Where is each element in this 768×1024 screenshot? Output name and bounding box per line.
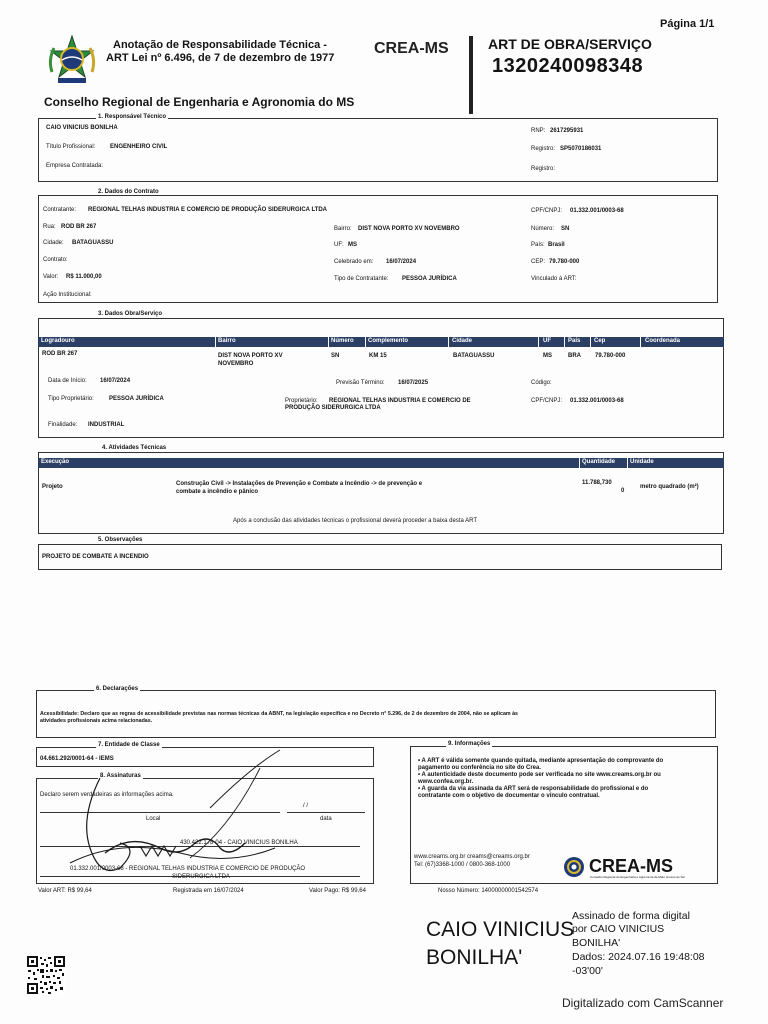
col-cep: Cep: [594, 338, 606, 344]
bairro-label: Bairro:: [334, 226, 352, 232]
declaracao-line1: Acessibilidade: Declaro que as regras de acessibilidade previstas nas normas técnicas da ABNT, na legislação específica e no Decreto n° 5.296, de 2 de dezembro de 2004, não se aplicam às: [40, 711, 518, 717]
art-number: 1320240098348: [492, 55, 644, 77]
handwritten-signature-icon: [60, 748, 290, 888]
atividade-quantidade: 11.788,730: [582, 480, 612, 486]
celebrado-label: Celebrado em:: [334, 259, 374, 265]
crea-ms-logo-subtitle: Conselho Regional de Engenharia e Agronomia de Mato Grosso do Sul: [590, 875, 685, 879]
contact-phone: Tel: (67)3368-1000 / 0800-368-1000: [414, 862, 511, 868]
data-label: data: [320, 816, 332, 822]
proprietario-line2: PRODUÇÃO SIDERURGICA LTDA: [285, 405, 381, 411]
col-execucao: Execução: [41, 459, 70, 465]
previsao-value: 16/07/2025: [398, 380, 429, 386]
footer-valor-pago: Valor Pago: R$ 99,64: [309, 888, 366, 894]
cidade-label: Cidade:: [43, 240, 64, 246]
atividade-quantidade-decimal: 0: [621, 488, 625, 494]
vinculado-label: Vinculado à ART:: [531, 276, 577, 282]
art-type: ART DE OBRA/SERVIÇO: [488, 36, 652, 52]
digital-sig-line4: Dados: 2024.07.16 19:48:08: [572, 951, 705, 963]
tipo-proprietario-label: Tipo Proprietário:: [48, 396, 94, 402]
declaro-text: Declaro serem verdadeiras as informações acima.: [40, 792, 174, 798]
section-9-title: 9. Informações: [448, 741, 491, 747]
section-4-title: 4. Atividades Técnicas: [102, 445, 167, 451]
col-logradouro: Logradouro: [41, 338, 75, 344]
date-slashes: / /: [303, 803, 309, 809]
obra-cpf-label: CPF/CNPJ:: [531, 398, 563, 404]
qr-code-icon: [26, 955, 66, 995]
cep-label: CEP:: [531, 259, 546, 265]
annotation-title-line2: ART Lei nº 6.496, de 7 de dezembro de 1977: [106, 52, 335, 64]
codigo-label: Código:: [531, 380, 552, 386]
obra-logradouro: ROD BR 267: [42, 351, 78, 357]
rua-label: Rua:: [43, 224, 56, 230]
uf-value: MS: [348, 242, 357, 248]
info-line3: • A autenticidade deste documento pode ser verificada no site www.creams.org.br ou: [418, 772, 661, 778]
inicio-label: Data de Início:: [48, 378, 87, 384]
col-pais: País: [568, 338, 581, 344]
section-1-title: 1. Responsável Técnico: [98, 114, 167, 120]
page-number: Página 1/1: [660, 18, 715, 30]
valor-value: R$ 11.000,00: [66, 274, 102, 280]
finalidade-label: Finalidade:: [48, 422, 78, 428]
obra-complemento: KM 15: [369, 353, 387, 359]
finalidade-value: INDUSTRIAL: [88, 422, 125, 428]
contractor-signer-line2: SIDERURGICA LTDA: [172, 874, 230, 880]
registro2-label: Registro:: [531, 166, 556, 172]
professional-signer: 430.422.178-04 - CAIO VINICIUS BONILHA: [180, 840, 298, 846]
crea-ms-header-label: CREA-MS: [374, 40, 449, 57]
digital-sig-line3: BONILHA': [572, 937, 621, 949]
titulo-label: Título Profissional:: [46, 144, 96, 150]
digital-sig-line2: por CAIO VINICIUS: [572, 923, 665, 935]
observacao-text: PROJETO DE COMBATE A INCENDIO: [42, 554, 149, 560]
footer-nosso-numero: Nosso Número: 14000000001542574: [438, 888, 539, 894]
footer-valor-art: Valor ART: R$ 99,64: [38, 888, 92, 894]
col-bairro: Bairro: [218, 338, 236, 344]
entidade-value: 04.661.292/0001-64 - IEMS: [40, 756, 114, 762]
digital-signer-name-line1: CAIO VINICIUS: [426, 918, 575, 941]
bairro-value: DIST NOVA PORTO XV NOVEMBRO: [358, 226, 460, 232]
col-uf: UF: [543, 338, 551, 344]
rnp-label: RNP:: [531, 128, 546, 134]
atividade-desc-line2: combate a incêndio e pânico: [176, 489, 259, 495]
crea-ms-logo-text: CREA-MS: [589, 856, 673, 876]
pais-label: País:: [531, 242, 545, 248]
section-dados-obra: [38, 318, 724, 438]
atividade-nota: Após a conclusão das atividades técnicas o profissional deverá proceder a baixa desta ART: [233, 518, 478, 524]
registro-value: SP5070186031: [560, 146, 602, 152]
section-5-title: 5. Observações: [98, 537, 143, 543]
obra-numero: SN: [331, 353, 340, 359]
info-line2: pagamento ou conferência no site do Crea.: [418, 765, 542, 771]
empresa-label: Empresa Contratada:: [46, 163, 104, 169]
obra-cidade: BATAGUASSU: [453, 353, 495, 359]
proprietario-label: Proprietário:: [285, 398, 318, 404]
obra-cpf-value: 01.332.001/0003-68: [570, 398, 624, 404]
date-line: [287, 812, 365, 813]
obra-bairro-line1: DIST NOVA PORTO XV: [218, 353, 283, 359]
col-numero: Número: [331, 338, 354, 344]
declaracao-line2: atividades profissionais acima relacionadas.: [40, 718, 153, 724]
col-complemento: Complemento: [368, 338, 409, 344]
rnp-value: 2617295931: [550, 128, 584, 134]
council-name: Conselho Regional de Engenharia e Agronomia do MS: [44, 95, 355, 109]
tipo-contratante-label: Tipo de Contratante:: [334, 276, 389, 282]
celebrado-value: 16/07/2024: [386, 259, 417, 265]
tipo-contratante-value: PESSOA JURÍDICA: [402, 276, 457, 282]
info-line4: www.confea.org.br.: [418, 779, 474, 785]
contratante-label: Contratante:: [43, 207, 77, 213]
proprietario-line1: REGIONAL TELHAS INDUSTRIA E COMERCIO DE: [329, 398, 471, 404]
contrato-cpf-value: 01.332.001/0003-68: [570, 208, 624, 214]
pais-value: Brasil: [548, 242, 565, 248]
contrato-cpf-label: CPF/CNPJ:: [531, 208, 563, 214]
local-label: Local: [146, 816, 161, 822]
info-line6: contratante com o objetivo de documentar o vínculo contratual.: [418, 793, 600, 799]
numero-value: SN: [561, 226, 570, 232]
col-quantidade: Quantidade: [582, 459, 616, 465]
uf-label: UF:: [334, 242, 344, 248]
footer-registrada: Registrada em 16/07/2024: [173, 888, 244, 894]
contact-web-email: www.creams.org.br creams@creams.org.br: [414, 854, 530, 860]
responsavel-name: CAIO VINICIUS BONILHA: [46, 125, 118, 131]
rua-value: ROD BR 267: [61, 224, 97, 230]
digital-sig-line1: Assinado de forma digital: [572, 910, 690, 922]
info-line5: • A guarda da via assinada da ART será de responsabilidade do profissional e do: [418, 786, 649, 792]
atividade-desc-line1: Construção Civil -> Instalações de Prevenção e Combate a Incêndio -> de prevenção e: [176, 481, 423, 487]
header-divider: [469, 36, 473, 114]
registro-label: Registro:: [531, 146, 556, 152]
section-6-title: 6. Declarações: [96, 686, 139, 692]
titulo-value: ENGENHEIRO CIVIL: [110, 144, 168, 150]
annotation-title-line1: Anotação de Responsabilidade Técnica -: [113, 39, 327, 51]
section-2-title: 2. Dados do Contrato: [98, 189, 159, 195]
obra-bairro-line2: NOVEMBRO: [218, 361, 254, 367]
cidade-value: BATAGUASSU: [72, 240, 114, 246]
section-3-title: 3. Dados Obra/Serviço: [98, 311, 163, 317]
valor-label: Valor:: [43, 274, 59, 280]
col-cidade: Cidade: [452, 338, 473, 344]
col-coordenada: Coordenada: [645, 338, 681, 344]
obra-uf: MS: [543, 353, 552, 359]
numero-label: Número:: [531, 226, 555, 232]
contractor-signer-line1: 01.332.001/0003-68 - REGIONAL TELHAS INDUSTRIA E COMERCIO DE PRODUÇÃO: [70, 866, 306, 872]
obra-pais: BRA: [568, 353, 581, 359]
digital-sig-line5: -03'00': [572, 965, 603, 977]
digital-signer-name-line2: BONILHA': [426, 946, 523, 969]
col-unidade: Unidade: [630, 459, 654, 465]
tipo-proprietario-value: PESSOA JURÍDICA: [109, 396, 164, 402]
acao-label: Ação Institucional:: [43, 292, 92, 298]
crea-shield-icon: [563, 856, 585, 878]
camscanner-note: Digitalizado com CamScanner: [562, 996, 724, 1010]
info-line1: • A ART é válida somente quando quitada, mediante apresentação do comprovante do: [418, 758, 664, 764]
contrato-label: Contrato:: [43, 257, 68, 263]
brazil-coat-of-arms-icon: [44, 34, 100, 88]
obra-cep: 79.780-000: [595, 353, 626, 359]
cep-value: 79.780-000: [549, 259, 580, 265]
inicio-value: 16/07/2024: [100, 378, 131, 384]
atividades-table-header: [38, 458, 724, 468]
atividade-unidade: metro quadrado (m²): [640, 484, 699, 490]
atividade-tipo: Projeto: [42, 484, 63, 490]
section-7-title: 7. Entidade de Classe: [98, 742, 160, 748]
previsao-label: Previsão Término:: [336, 380, 385, 386]
contratante-value: REGIONAL TELHAS INDUSTRIA E COMERCIO DE PRODUÇÃO SIDERURGICA LTDA: [88, 207, 328, 213]
obra-table-header: [38, 337, 724, 347]
section-8-title: 8. Assinaturas: [100, 773, 141, 779]
